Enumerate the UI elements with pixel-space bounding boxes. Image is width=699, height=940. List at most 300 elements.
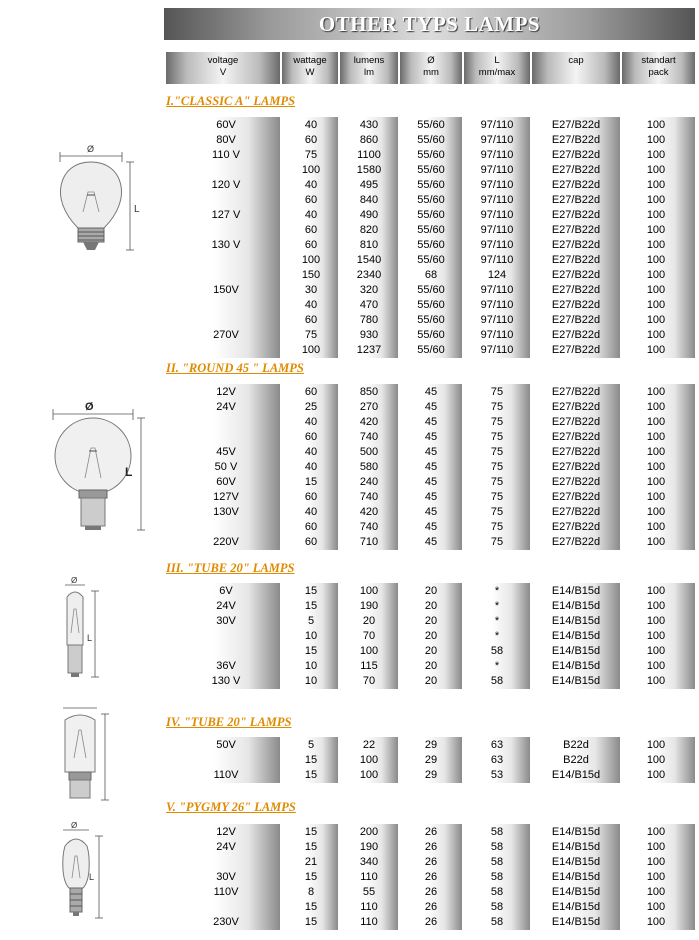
- cell-pack: 100: [646, 600, 666, 612]
- cell-diameter: 55/60: [417, 224, 445, 236]
- cell-voltage: 12V: [216, 826, 236, 838]
- cell-wattage: 5: [307, 615, 315, 627]
- table-row: [166, 520, 695, 535]
- cell-cap: B22d: [563, 739, 589, 751]
- cell-cap: E27/B22d: [551, 521, 601, 533]
- cell-pack: 100: [646, 675, 666, 687]
- cell-length: 97/110: [480, 299, 514, 311]
- cell-voltage: [186, 298, 266, 313]
- section-table-tube-20: [166, 583, 695, 689]
- cell-cap: B22d: [563, 754, 589, 766]
- cell-lumens: 1540: [356, 254, 382, 266]
- cell-diameter: 45: [424, 476, 438, 488]
- cell-voltage: 36V: [216, 660, 236, 672]
- section-table-pygmy-26: [166, 824, 695, 930]
- cell-cap: E27/B22d: [551, 239, 601, 251]
- cell-lumens: 500: [359, 446, 379, 458]
- cell-wattage: 60: [304, 239, 318, 251]
- cell-voltage: [186, 430, 266, 445]
- cell-wattage: 15: [304, 645, 318, 657]
- cell-pack: 100: [646, 446, 666, 458]
- cell-pack: 100: [646, 739, 666, 751]
- cell-pack: 100: [646, 841, 666, 853]
- cell-diameter: 20: [424, 600, 438, 612]
- cell-pack: 100: [646, 615, 666, 627]
- cell-diameter: 20: [424, 615, 438, 627]
- table-row: [166, 460, 695, 475]
- cell-voltage: 130 V: [211, 675, 241, 687]
- cell-wattage: 40: [304, 179, 318, 191]
- cell-diameter: 26: [424, 871, 438, 883]
- cell-lumens: 860: [359, 134, 379, 146]
- cell-diameter: 45: [424, 461, 438, 473]
- table-row: [166, 313, 695, 328]
- section-table-round-45: [166, 384, 695, 550]
- table-row: [166, 193, 695, 208]
- cell-pack: 100: [646, 254, 666, 266]
- cell-lumens: 1580: [356, 164, 382, 176]
- table-row: [166, 870, 695, 885]
- cell-lumens: 190: [359, 841, 379, 853]
- cell-voltage: [186, 193, 266, 208]
- cell-lumens: 840: [359, 194, 379, 206]
- cell-length: 58: [490, 916, 504, 928]
- cell-cap: E14/B15d: [551, 916, 601, 928]
- page-title: OTHER TYPS LAMPS: [164, 8, 695, 40]
- cell-length: *: [494, 660, 500, 672]
- cell-cap: E14/B15d: [551, 901, 601, 913]
- cell-wattage: 10: [304, 675, 318, 687]
- cell-cap: E14/B15d: [551, 675, 601, 687]
- cell-lumens: 100: [359, 769, 379, 781]
- cell-pack: 100: [646, 491, 666, 503]
- section-title-tube-20-b: IV. "TUBE 20" LAMPS: [166, 715, 292, 729]
- table-row: [166, 840, 695, 855]
- header-lumens-label: lumens: [353, 55, 385, 66]
- cell-length: 97/110: [480, 194, 514, 206]
- cell-wattage: 15: [304, 841, 318, 853]
- cell-length: *: [494, 615, 500, 627]
- cell-voltage: 130V: [213, 506, 239, 518]
- cell-length: 97/110: [480, 209, 514, 221]
- cell-voltage: 150V: [213, 284, 239, 296]
- cell-lumens: 740: [359, 491, 379, 503]
- header-voltage: [166, 52, 280, 84]
- table-row: [166, 855, 695, 870]
- cell-lumens: 740: [359, 431, 379, 443]
- cell-wattage: 40: [304, 461, 318, 473]
- cell-diameter: 68: [424, 269, 438, 281]
- header-length: [464, 52, 530, 84]
- cell-wattage: 40: [304, 506, 318, 518]
- cell-lumens: 100: [359, 645, 379, 657]
- cell-wattage: 75: [304, 329, 318, 341]
- cell-pack: 100: [646, 901, 666, 913]
- cell-pack: 100: [646, 536, 666, 548]
- table-row: [166, 283, 695, 298]
- cell-diameter: 45: [424, 506, 438, 518]
- cell-cap: E14/B15d: [551, 645, 601, 657]
- header-diameter-unit: mm: [423, 67, 439, 78]
- header-diameter: [400, 52, 462, 84]
- cell-length: 97/110: [480, 344, 514, 356]
- cell-voltage: [186, 313, 266, 328]
- cell-pack: 100: [646, 826, 666, 838]
- cell-cap: E27/B22d: [551, 194, 601, 206]
- cell-lumens: 270: [359, 401, 379, 413]
- cell-cap: E14/B15d: [551, 600, 601, 612]
- cell-voltage: 24V: [216, 401, 236, 413]
- table-row: [166, 644, 695, 659]
- cell-voltage: 60V: [216, 476, 236, 488]
- cell-diameter: 45: [424, 431, 438, 443]
- cell-cap: E27/B22d: [551, 284, 601, 296]
- table-row: [166, 535, 695, 550]
- cell-diameter: 45: [424, 446, 438, 458]
- cell-cap: E14/B15d: [551, 871, 601, 883]
- cell-lumens: 70: [362, 630, 376, 642]
- table-row: [166, 118, 695, 133]
- cell-wattage: 60: [304, 386, 318, 398]
- table-row: [166, 268, 695, 283]
- cell-voltage: 230V: [213, 916, 239, 928]
- section-table-tube-20-b: [166, 737, 695, 783]
- cell-wattage: 15: [304, 600, 318, 612]
- table-row: [166, 430, 695, 445]
- cell-lumens: 1100: [357, 149, 381, 161]
- cell-wattage: 150: [301, 269, 321, 281]
- cell-diameter: 26: [424, 916, 438, 928]
- cell-length: 75: [490, 521, 504, 533]
- table-row: [166, 885, 695, 900]
- table-row: [166, 490, 695, 505]
- cell-lumens: 430: [359, 119, 379, 131]
- cell-cap: E27/B22d: [551, 119, 601, 131]
- cell-lumens: 100: [359, 754, 379, 766]
- cell-pack: 100: [646, 269, 666, 281]
- cell-pack: 100: [646, 630, 666, 642]
- cell-wattage: 40: [304, 119, 318, 131]
- cell-length: 75: [490, 446, 504, 458]
- table-row: [166, 753, 695, 768]
- cell-diameter: 55/60: [417, 284, 445, 296]
- header-wattage-unit: W: [305, 67, 315, 78]
- cell-cap: E14/B15d: [551, 585, 601, 597]
- table-row: [166, 148, 695, 163]
- cell-length: 58: [490, 675, 504, 687]
- cell-voltage: 24V: [216, 600, 236, 612]
- cell-cap: E27/B22d: [551, 506, 601, 518]
- cell-cap: E14/B15d: [551, 630, 601, 642]
- cell-diameter: 55/60: [417, 134, 445, 146]
- cell-cap: E14/B15d: [551, 826, 601, 838]
- cell-lumens: 22: [362, 739, 376, 751]
- cell-cap: E27/B22d: [551, 431, 601, 443]
- cell-pack: 100: [646, 886, 666, 898]
- cell-lumens: 820: [359, 224, 379, 236]
- cell-length: 58: [490, 856, 504, 868]
- cell-cap: E27/B22d: [551, 476, 601, 488]
- table-row: [166, 915, 695, 930]
- cell-wattage: 15: [304, 754, 318, 766]
- cell-pack: 100: [646, 299, 666, 311]
- cell-voltage: 30V: [216, 615, 236, 627]
- table-row: [166, 674, 695, 689]
- cell-pack: 100: [646, 284, 666, 296]
- table-row: [166, 629, 695, 644]
- cell-lumens: 810: [359, 239, 379, 251]
- cell-diameter: 45: [424, 401, 438, 413]
- cell-length: 58: [490, 871, 504, 883]
- cell-voltage: [186, 163, 266, 178]
- cell-pack: 100: [646, 461, 666, 473]
- cell-diameter: 55/60: [417, 179, 445, 191]
- cell-cap: E27/B22d: [551, 446, 601, 458]
- cell-pack: 100: [646, 386, 666, 398]
- cell-wattage: 40: [304, 446, 318, 458]
- cell-voltage: 6V: [219, 585, 233, 597]
- cell-lumens: 200: [359, 826, 379, 838]
- cell-wattage: 40: [304, 209, 318, 221]
- section-title-tube-20: III. "TUBE 20" LAMPS: [166, 561, 295, 575]
- table-row: [166, 400, 695, 415]
- length-label: L: [89, 872, 95, 882]
- cell-diameter: 29: [424, 754, 438, 766]
- cell-diameter: 55/60: [417, 239, 445, 251]
- cell-voltage: 270V: [213, 329, 239, 341]
- header-pack: [622, 52, 695, 84]
- cell-cap: E27/B22d: [551, 179, 601, 191]
- cell-length: 97/110: [480, 179, 514, 191]
- cell-pack: 100: [646, 209, 666, 221]
- cell-length: 63: [490, 739, 504, 751]
- cell-length: 75: [490, 506, 504, 518]
- cell-pack: 100: [646, 416, 666, 428]
- cell-wattage: 40: [304, 416, 318, 428]
- cell-diameter: 55/60: [417, 329, 445, 341]
- cell-diameter: 26: [424, 841, 438, 853]
- cell-lumens: 420: [359, 416, 379, 428]
- cell-lumens: 490: [359, 209, 379, 221]
- cell-length: 58: [490, 645, 504, 657]
- cell-length: 58: [490, 886, 504, 898]
- cell-pack: 100: [646, 179, 666, 191]
- cell-lumens: 320: [359, 284, 379, 296]
- cell-wattage: 10: [304, 630, 318, 642]
- round-45-lamp-diagram: [45, 398, 150, 538]
- cell-pack: 100: [646, 769, 666, 781]
- cell-lumens: 580: [359, 461, 379, 473]
- cell-voltage: [186, 900, 266, 915]
- cell-pack: 100: [646, 224, 666, 236]
- cell-lumens: 110: [360, 916, 378, 928]
- cell-voltage: 80V: [216, 134, 236, 146]
- cell-voltage: 30V: [216, 871, 236, 883]
- cell-wattage: 25: [304, 401, 318, 413]
- cell-voltage: [186, 343, 266, 358]
- cell-wattage: 60: [304, 314, 318, 326]
- cell-lumens: 340: [359, 856, 379, 868]
- table-row: [166, 238, 695, 253]
- cell-pack: 100: [646, 194, 666, 206]
- cell-diameter: 55/60: [417, 314, 445, 326]
- cell-voltage: 110V: [213, 769, 239, 781]
- cell-cap: E27/B22d: [551, 224, 601, 236]
- cell-lumens: 1237: [356, 344, 382, 356]
- cell-length: 75: [490, 476, 504, 488]
- tube-20-lamp-diagram: [55, 575, 115, 690]
- table-row: [166, 475, 695, 490]
- cell-pack: 100: [646, 134, 666, 146]
- cell-wattage: 15: [304, 476, 318, 488]
- cell-diameter: 29: [424, 769, 438, 781]
- diameter-label: Ø: [85, 401, 94, 413]
- cell-lumens: 470: [359, 299, 379, 311]
- header-lumens-unit: lm: [363, 67, 375, 78]
- cell-voltage: 120 V: [211, 179, 241, 191]
- cell-cap: E27/B22d: [551, 416, 601, 428]
- cell-wattage: 60: [304, 194, 318, 206]
- cell-lumens: 70: [362, 675, 376, 687]
- cell-wattage: 30: [304, 284, 318, 296]
- table-header: [166, 52, 695, 84]
- cell-wattage: 21: [304, 856, 318, 868]
- table-row: [166, 208, 695, 223]
- pygmy-26-lamp-diagram: [55, 820, 115, 935]
- table-row: [166, 738, 695, 753]
- cell-diameter: 26: [424, 901, 438, 913]
- section-title-round-45: II. "ROUND 45 " LAMPS: [166, 361, 304, 375]
- cell-diameter: 20: [424, 675, 438, 687]
- section-title-pygmy-26: V. "PYGMY 26" LAMPS: [166, 800, 296, 814]
- cell-cap: E27/B22d: [551, 314, 601, 326]
- cell-length: 97/110: [480, 119, 514, 131]
- cell-diameter: 45: [424, 491, 438, 503]
- cell-lumens: 110: [360, 901, 378, 913]
- cell-length: 58: [490, 901, 504, 913]
- cell-lumens: 850: [359, 386, 379, 398]
- cell-voltage: 24V: [216, 841, 236, 853]
- cell-wattage: 100: [301, 254, 321, 266]
- cell-diameter: 55/60: [417, 299, 445, 311]
- cell-wattage: 100: [301, 344, 321, 356]
- cell-wattage: 100: [301, 164, 321, 176]
- cell-wattage: 60: [304, 431, 318, 443]
- cell-voltage: 60V: [216, 119, 236, 131]
- header-length-unit: mm/max: [478, 67, 516, 78]
- table-row: [166, 298, 695, 313]
- table-row: [166, 415, 695, 430]
- cell-length: 97/110: [480, 284, 514, 296]
- table-row: [166, 599, 695, 614]
- diameter-label: Ø: [71, 821, 78, 830]
- cell-wattage: 15: [304, 901, 318, 913]
- length-label: L: [134, 204, 140, 215]
- cell-lumens: 20: [362, 615, 376, 627]
- cell-diameter: 45: [424, 386, 438, 398]
- cell-diameter: 45: [424, 416, 438, 428]
- cell-length: 75: [490, 461, 504, 473]
- section-title-classic-a: I."CLASSIC A" LAMPS: [166, 94, 296, 108]
- cell-wattage: 60: [304, 536, 318, 548]
- cell-length: 97/110: [480, 254, 514, 266]
- cell-voltage: 110 V: [212, 149, 240, 161]
- cell-length: 58: [490, 826, 504, 838]
- cell-cap: E27/B22d: [551, 401, 601, 413]
- cell-cap: E27/B22d: [551, 491, 601, 503]
- cell-voltage: [186, 520, 266, 535]
- cell-voltage: [186, 415, 266, 430]
- table-row: [166, 178, 695, 193]
- cell-length: 124: [487, 269, 507, 281]
- cell-wattage: 60: [304, 491, 318, 503]
- cell-voltage: [186, 629, 266, 644]
- cell-cap: E27/B22d: [551, 269, 601, 281]
- length-label: L: [87, 633, 93, 643]
- cell-lumens: 930: [359, 329, 379, 341]
- cell-wattage: 8: [307, 886, 315, 898]
- cell-diameter: 55/60: [417, 164, 445, 176]
- cell-cap: E14/B15d: [551, 886, 601, 898]
- cell-wattage: 40: [304, 299, 318, 311]
- cell-wattage: 15: [304, 769, 318, 781]
- cell-pack: 100: [646, 314, 666, 326]
- table-row: [166, 900, 695, 915]
- cell-length: 97/110: [480, 329, 514, 341]
- table-row: [166, 768, 695, 783]
- cell-lumens: 495: [359, 179, 379, 191]
- cell-pack: 100: [646, 119, 666, 131]
- cell-wattage: 60: [304, 521, 318, 533]
- cell-voltage: 127V: [213, 491, 239, 503]
- cell-voltage: 12V: [216, 386, 236, 398]
- cell-length: 97/110: [480, 239, 514, 251]
- cell-lumens: 420: [359, 506, 379, 518]
- cell-cap: E14/B15d: [551, 615, 601, 627]
- header-wattage: [282, 52, 338, 84]
- classic-a-lamp-diagram: [50, 140, 150, 265]
- cell-pack: 100: [646, 329, 666, 341]
- cell-diameter: 55/60: [417, 194, 445, 206]
- cell-diameter: 20: [424, 645, 438, 657]
- cell-voltage: 127 V: [211, 209, 241, 221]
- cell-lumens: 710: [359, 536, 379, 548]
- cell-diameter: 45: [424, 536, 438, 548]
- cell-length: 53: [490, 769, 504, 781]
- cell-pack: 100: [646, 871, 666, 883]
- header-voltage-label: voltage: [207, 55, 239, 66]
- header-cap: [532, 52, 620, 84]
- table-row: [166, 163, 695, 178]
- cell-diameter: 55/60: [417, 119, 445, 131]
- cell-pack: 100: [646, 585, 666, 597]
- cell-lumens: 2340: [356, 269, 382, 281]
- cell-diameter: 26: [424, 886, 438, 898]
- cell-wattage: 60: [304, 224, 318, 236]
- table-row: [166, 133, 695, 148]
- cell-pack: 100: [646, 521, 666, 533]
- table-row: [166, 253, 695, 268]
- cell-length: 75: [490, 416, 504, 428]
- cell-length: *: [494, 630, 500, 642]
- diameter-label: Ø: [71, 576, 78, 585]
- cell-wattage: 60: [304, 134, 318, 146]
- cell-voltage: [186, 223, 266, 238]
- cell-wattage: 5: [307, 739, 315, 751]
- cell-cap: E14/B15d: [551, 660, 601, 672]
- cell-pack: 100: [646, 431, 666, 443]
- header-diameter-label: Ø: [427, 55, 435, 66]
